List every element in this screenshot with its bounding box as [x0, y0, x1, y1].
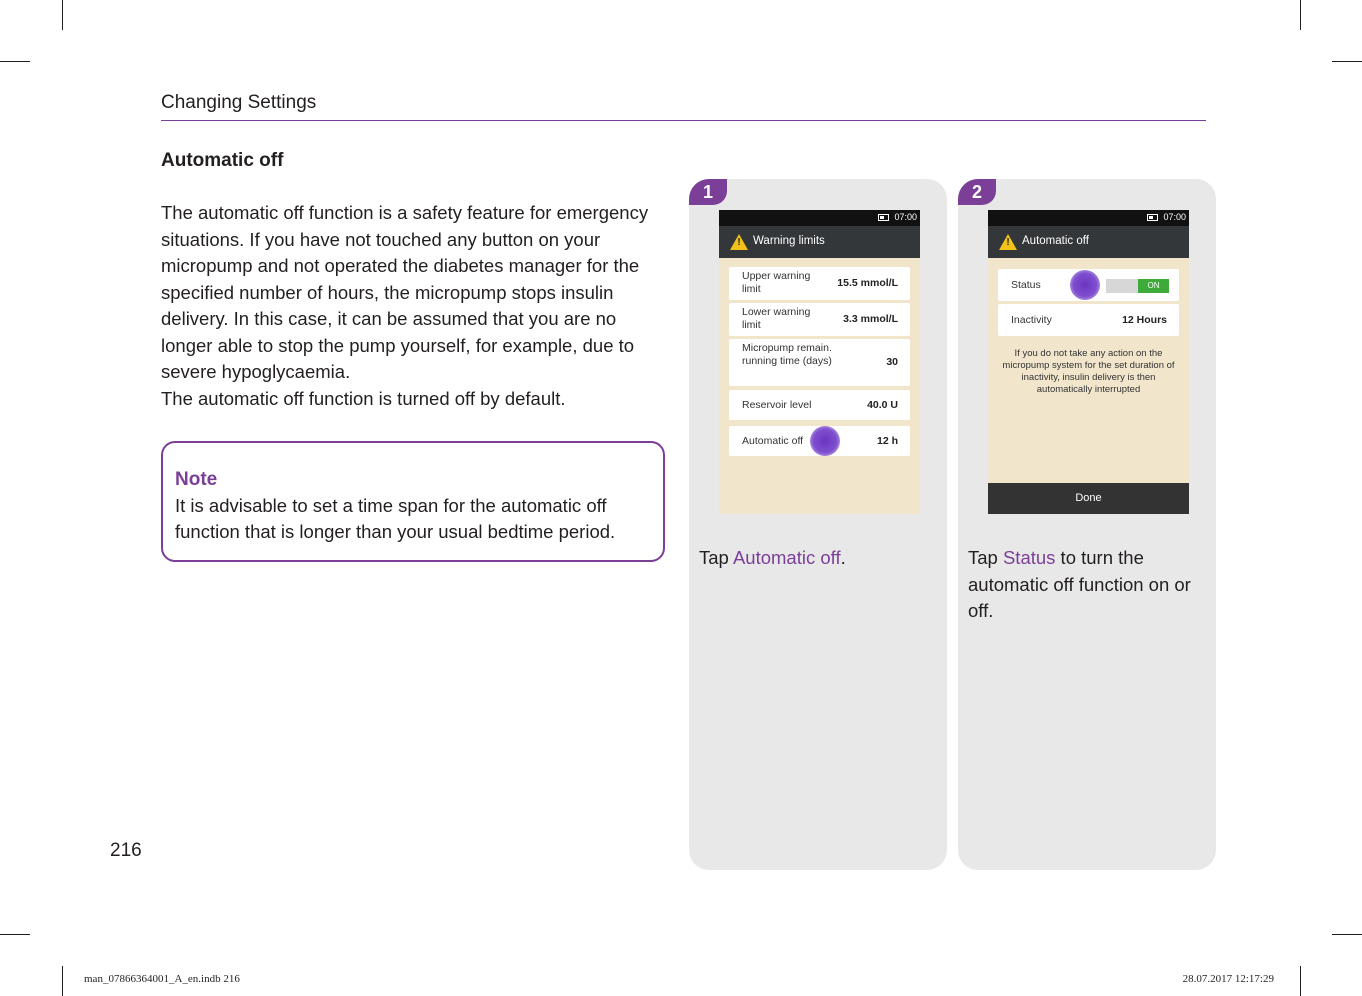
list-item[interactable] [729, 339, 910, 386]
row-value: 12 h [876, 435, 898, 447]
row-value: 40.0 U [867, 399, 898, 411]
running-header: Changing Settings [161, 92, 317, 113]
row-value: 3.3 mmol/L [843, 313, 898, 325]
row-label: Automatic off [742, 435, 804, 447]
battery-icon [878, 214, 889, 221]
info-text: If you do not take any action on the micropump system for the set duration of inactivity, insulin delivery is then automatically interrupted [1002, 348, 1175, 395]
crop-mark [62, 0, 63, 30]
status-toggle[interactable] [1106, 279, 1169, 293]
list-item[interactable] [729, 303, 910, 336]
toggle-on-label: ON [1138, 279, 1169, 293]
row-label: Inactivity [1011, 314, 1052, 326]
caption-highlight: Status [1002, 547, 1056, 568]
step-caption: Tap Automatic off. [699, 547, 846, 568]
inactivity-row[interactable] [998, 304, 1179, 336]
row-value: 30 [886, 356, 898, 368]
row-label: Lower warning limit [742, 306, 811, 331]
row-label: Upper warning limit [742, 270, 811, 295]
crop-mark [1300, 0, 1301, 30]
tap-indicator [1070, 270, 1100, 300]
header-divider [161, 120, 1206, 121]
screen-title: Warning limits [753, 235, 825, 247]
step-panel [689, 179, 947, 870]
device-screen [988, 210, 1189, 514]
step-number-badge: 2 [958, 179, 996, 205]
row-label: Reservoir level [742, 399, 812, 411]
note-box [161, 441, 665, 562]
row-label: Micropump remain. running time (days) [742, 342, 832, 367]
crop-mark [1332, 61, 1362, 62]
device-screen [719, 210, 920, 514]
step-number-badge: 1 [689, 179, 727, 205]
note-title: Note [175, 469, 218, 490]
crop-mark [62, 966, 63, 996]
list-item[interactable] [729, 390, 910, 420]
screen-title-bar: ! Warning limits [719, 226, 920, 258]
body-paragraph: The automatic off function is a safety feature for emergency situations. If you have not touched any button on your micropump and not operated the diabetes manager for the specified number of hours, the micropump stops insulin delivery. In this case, it can be assumed that you are no longer able to stop the pump yourself, for example, due to severe hypoglycaemia. [161, 202, 649, 382]
step-panel [958, 179, 1216, 870]
status-time: 07:00 [1163, 212, 1186, 222]
print-timestamp: 28.07.2017 12:17:29 [1182, 973, 1274, 985]
crop-mark [0, 61, 30, 62]
caption-highlight: Automatic off [732, 547, 841, 568]
status-time: 07:00 [894, 212, 917, 222]
step-caption: Tap Status to turn the automatic off function on or off. [968, 547, 1191, 621]
screen-title-bar: ! Automatic off [988, 226, 1189, 258]
print-file-info: man_07866364001_A_en.indb 216 [84, 973, 240, 985]
page-number: 216 [110, 840, 142, 861]
status-bar [988, 210, 1189, 226]
section-title: Automatic off [161, 150, 284, 171]
crop-mark [0, 934, 30, 935]
body-paragraph: The automatic off function is turned off by default. [161, 388, 566, 409]
row-value: 15.5 mmol/L [837, 277, 898, 289]
list-item[interactable] [729, 267, 910, 300]
battery-icon [1147, 214, 1158, 221]
screen-title: Automatic off [1022, 235, 1089, 247]
crop-mark [1300, 966, 1301, 996]
row-label: Status [1011, 279, 1041, 291]
row-value: 12 Hours [1122, 314, 1167, 326]
done-button[interactable]: Done [988, 483, 1189, 514]
crop-mark [1332, 934, 1362, 935]
note-text: It is advisable to set a time span for the automatic off function that is longer than your usual bedtime period. [175, 495, 616, 542]
tap-indicator [810, 426, 840, 456]
status-bar [719, 210, 920, 226]
